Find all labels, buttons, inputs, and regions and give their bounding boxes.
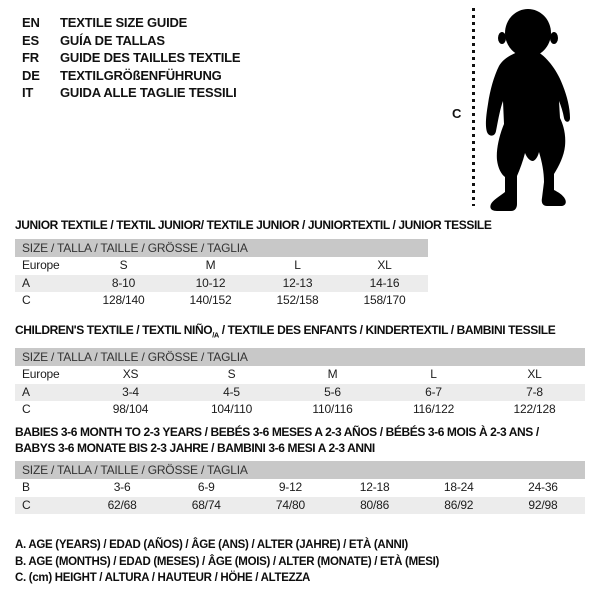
children-table-title	[15, 322, 555, 343]
row-label: C	[22, 497, 31, 512]
junior-table-title: JUNIOR TEXTILE / TEXTIL JUNIOR/ TEXTILE JUNIOR / JUNIORTEXTIL / JUNIOR TESSILE	[15, 218, 492, 232]
height-cell: 92/98	[528, 497, 558, 512]
height-measure-label: C	[452, 106, 462, 121]
table-row-months	[15, 479, 585, 497]
age-cell: 6-7	[425, 384, 442, 399]
row-label: B	[22, 480, 30, 494]
row-label: Europe	[22, 258, 60, 272]
height-cell: 116/122	[412, 402, 455, 416]
size-cell: XL	[527, 367, 542, 381]
language-row-fr	[22, 49, 240, 67]
table-row-age	[15, 275, 428, 293]
language-code: IT	[22, 85, 34, 100]
table-row-height	[15, 292, 428, 310]
language-label: TEXTILGRÖßENFÜHRUNG	[60, 67, 222, 83]
row-label: A	[22, 384, 30, 399]
legend	[15, 537, 439, 587]
row-label: A	[22, 275, 30, 290]
language-label: GUÍA DE TALLAS	[60, 32, 165, 48]
language-label: TEXTILE SIZE GUIDE	[60, 15, 188, 30]
height-cell: 110/116	[312, 402, 353, 416]
months-cell: 18-24	[443, 480, 474, 494]
height-cell: 86/92	[444, 497, 474, 512]
babies-title-line1: BABIES 3-6 MONTH TO 2-3 YEARS / BEBÉS 3-6 MESES A 2-3 AÑOS / BÉBÉS 3-6 MOIS À 2-3 ANS /	[15, 425, 539, 439]
age-cell: 7-8	[526, 384, 543, 399]
language-row-de	[22, 67, 240, 85]
children-title-pre: CHILDREN'S TEXTILE / TEXTIL NIÑO	[15, 323, 213, 337]
age-cell: 8-10	[111, 275, 136, 290]
height-cell: 122/128	[513, 402, 556, 416]
toddler-silhouette-icon	[484, 6, 574, 212]
size-cell: L	[430, 367, 437, 381]
table-row-height	[15, 401, 585, 419]
children-table	[15, 348, 585, 419]
size-header-band: SIZE / TALLA / TAILLE / GRÖSSE / TAGLIA	[15, 348, 585, 366]
height-cell: 62/68	[107, 497, 137, 512]
row-label: C	[22, 402, 31, 416]
age-cell: 4-5	[223, 384, 240, 399]
height-cell: 74/80	[275, 497, 305, 512]
height-cell: 104/110	[210, 402, 253, 416]
row-label: C	[22, 293, 31, 307]
babies-title-line2: BABYS 3-6 MONATE BIS 2-3 JAHRE / BAMBINI 3-6 MESI A 2-3 ANNI	[15, 441, 375, 455]
size-cell: XL	[377, 258, 392, 272]
age-cell: 5-6	[324, 384, 341, 399]
legend-line-c: C. (cm) HEIGHT / ALTURA / HAUTEUR / HÖHE / ALTEZZA	[15, 572, 311, 584]
junior-table	[15, 239, 428, 310]
row-label: Europe	[22, 367, 60, 381]
age-cell: 12-13	[282, 275, 313, 290]
size-cell: M	[205, 258, 216, 272]
size-cell: M	[327, 367, 338, 381]
months-cell: 24-36	[528, 480, 558, 494]
language-code: FR	[22, 50, 39, 65]
age-cell: 14-16	[369, 275, 400, 290]
age-cell: 10-12	[195, 275, 226, 290]
height-cell: 152/158	[276, 293, 319, 307]
language-label: GUIDE DES TAILLES TEXTILE	[60, 50, 241, 65]
children-title-post: / TEXTILE DES ENFANTS / KINDERTEXTIL / BAMBINI TESSILE	[218, 323, 556, 337]
height-cell: 128/140	[102, 293, 145, 307]
height-cell: 140/152	[189, 293, 232, 307]
size-cell: L	[294, 258, 301, 272]
height-cell: 68/74	[191, 497, 221, 512]
months-cell: 6-9	[197, 480, 215, 494]
language-code: DE	[22, 67, 40, 83]
legend-line-a: A. AGE (YEARS) / EDAD (AÑOS) / ÂGE (ANS) / ALTER (JAHRE) / ETÀ (ANNI)	[15, 539, 408, 551]
height-cell: 158/170	[363, 293, 406, 307]
language-list	[22, 14, 240, 102]
language-code: EN	[22, 15, 40, 30]
children-title-sub: /A	[212, 330, 219, 340]
months-cell: 3-6	[113, 480, 131, 494]
size-cell: S	[227, 367, 236, 381]
language-row-es	[22, 32, 240, 50]
size-cell: XS	[122, 367, 139, 381]
size-header-band: SIZE / TALLA / TAILLE / GRÖSSE / TAGLIA	[15, 239, 428, 257]
babies-table-title	[15, 424, 539, 456]
height-measure-dotted-line	[472, 8, 475, 206]
months-cell: 12-18	[359, 480, 390, 494]
months-cell: 9-12	[278, 480, 303, 494]
size-cell: S	[119, 258, 128, 272]
language-label: GUIDA ALLE TAGLIE TESSILI	[60, 85, 237, 100]
table-row-europe	[15, 366, 585, 384]
table-row-age	[15, 384, 585, 402]
height-cell: 80/86	[360, 497, 390, 512]
table-row-height	[15, 497, 585, 515]
table-row-europe	[15, 257, 428, 275]
language-row-en	[22, 14, 240, 32]
legend-line-b: B. AGE (MONTHS) / EDAD (MESES) / ÂGE (MOIS) / ALTER (MONATE) / ETÀ (MESI)	[15, 555, 440, 568]
height-cell: 98/104	[112, 402, 149, 416]
size-header-band: SIZE / TALLA / TAILLE / GRÖSSE / TAGLIA	[15, 461, 585, 479]
language-row-it	[22, 84, 240, 102]
age-cell: 3-4	[122, 384, 139, 399]
language-code: ES	[22, 32, 39, 48]
babies-table	[15, 461, 585, 514]
